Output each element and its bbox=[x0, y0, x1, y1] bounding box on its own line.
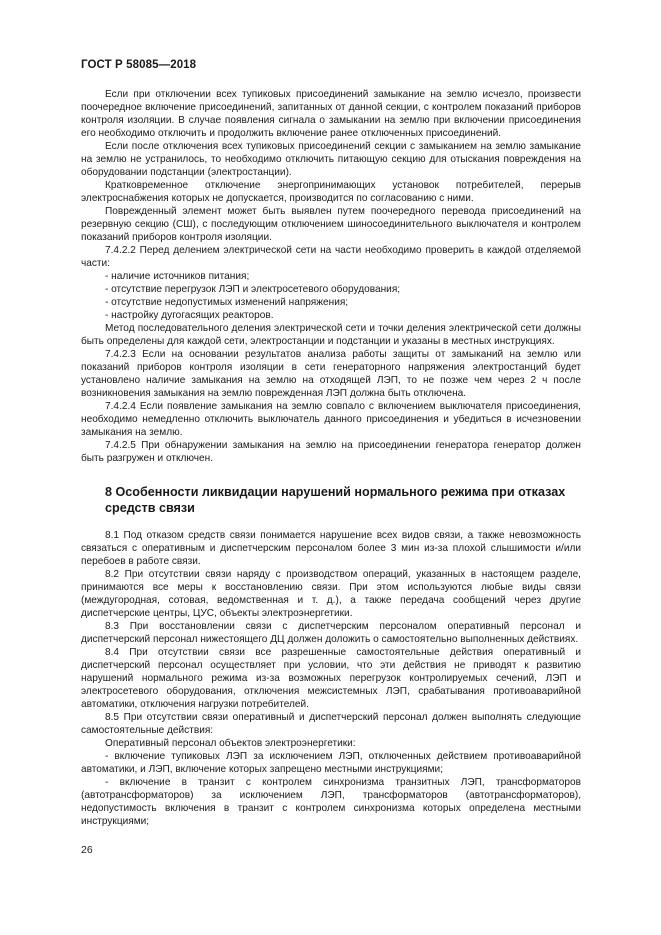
paragraph: 8.3 При восстановлении связи с диспетчерским персоналом оперативный персонал и диспетчерский персонал нижестоящего ДЦ должен доложить о самостоятельно выполненных действиях. bbox=[81, 621, 581, 645]
page-number: 26 bbox=[81, 844, 93, 856]
paragraph: Метод последовательного деления электрической сети и точки деления электрической сети должны быть определены для каждой сети, электростанции и подстанции и указаны в местных инструкциях. bbox=[81, 323, 581, 347]
paragraph: Если после отключения всех тупиковых присоединений секции с замыканием на землю замыкание на землю не устранилось, то необходимо отключить питающую секцию для отыскания повреждения на оборудовании подстанции (электростанции). bbox=[81, 141, 581, 178]
paragraph: Поврежденный элемент может быть выявлен путем поочередного перевода присоединений на резервную секцию (СШ), с последующим отключением шиносоединительного выключателя и контролем показаний приборов контроля изоляции. bbox=[81, 206, 581, 243]
paragraph: 7.4.2.4 Если появление замыкания на землю совпало с включением выключателя присоединения, необходимо немедленно отключить выключатель данного присоединения и убедиться в исчезновении замыкания на землю. bbox=[81, 401, 581, 438]
paragraph: 8.4 При отсутствии связи все разрешенные самостоятельные действия оперативный и диспетчерский персонал осуществляет при условии, что эти действия не приводят к развитию нарушений нормального режима из-за возможных перегрузок контролируемых сечений, ЛЭП и электросетевого оборудования, отключения межсистемных ЛЭП, срабатывания противоаварийной автоматики, отключения нагрузки потребителей. bbox=[81, 647, 581, 710]
list-item: - включение в транзит с контролем синхронизма транзитных ЛЭП, трансформаторов (автотрансформаторов) за исключением ЛЭП, трансформаторов (автотрансформаторов), недопустимость включения в транзит с контролем синхронизма которых определена местными инструкциями; bbox=[81, 777, 581, 827]
list-item: - настройку дугогасящих реакторов. bbox=[105, 310, 274, 321]
paragraph: 7.4.2.5 При обнаружении замыкания на землю на присоединении генератора генератор должен быть разгружен и отключен. bbox=[81, 440, 581, 464]
list-item: - отсутствие недопустимых изменений напряжения; bbox=[105, 297, 349, 308]
list-item: - включение тупиковых ЛЭП за исключением ЛЭП, отключенных действием противоаварийной автоматики, и ЛЭП, включение которых запрещено местными инструкциями; bbox=[81, 751, 581, 775]
paragraph: Если при отключении всех тупиковых присоединений замыкание на землю исчезло, произвести поочередное включение присоединений, запитанных от данной секции, с контролем показаний приборов контроля изоляции. В случае появления сигнала о замыкании на землю при включении присоединения его необходимо отключить и продолжить включение ранее отключенных присоединений. bbox=[81, 89, 581, 139]
paragraph: Кратковременное отключение энергопринимающих установок потребителей, перерыв электроснабжения которых не допускается, производится по согласованию с ними. bbox=[81, 180, 581, 204]
paragraph: 8.5 При отсутствии связи оперативный и диспетчерский персонал должен выполнять следующие самостоятельные действия: bbox=[81, 712, 581, 736]
paragraph: Оперативный персонал объектов электроэнергетики: bbox=[105, 738, 356, 749]
section-heading: 8 Особенности ликвидации нарушений нормального режима при отказах средств связи bbox=[105, 485, 566, 515]
paragraph: 7.4.2.3 Если на основании результатов анализа работы защиты от замыканий на землю или показаний приборов контроля изоляции в сети генераторного напряжения электростанций будет установлено наличие замыкания на землю на отходящей ЛЭП, то не позже чем через 2 ч после возникновения замыкания на землю поврежденная ЛЭП должна быть отключена. bbox=[81, 349, 581, 399]
paragraph: 8.1 Под отказом средств связи понимается нарушение всех видов связи, а также невозможность связаться с оперативным и диспетчерским персоналом более 3 мин из-за плохой слышимости и/или перебоев в работе связи. bbox=[81, 530, 581, 567]
paragraph: 8.2 При отсутствии связи наряду с производством операций, указанных в настоящем разделе, принимаются все меры к восстановлению связи. При этом используются любые виды связи (междугородная, сотовая, ведомственная и т. д.), а также передача сообщений через другие диспетчерские центры, ЦУС, объекты электроэнергетики. bbox=[81, 569, 581, 619]
document-header: ГОСТ Р 58085—2018 bbox=[81, 59, 197, 71]
page-body bbox=[81, 88, 581, 828]
list-item: - отсутствие перегрузок ЛЭП и электросетевого оборудования; bbox=[105, 284, 401, 295]
list-item: - наличие источников питания; bbox=[105, 271, 250, 282]
paragraph: 7.4.2.2 Перед делением электрической сети на части необходимо проверить в каждой отделяемой части: bbox=[81, 245, 581, 269]
